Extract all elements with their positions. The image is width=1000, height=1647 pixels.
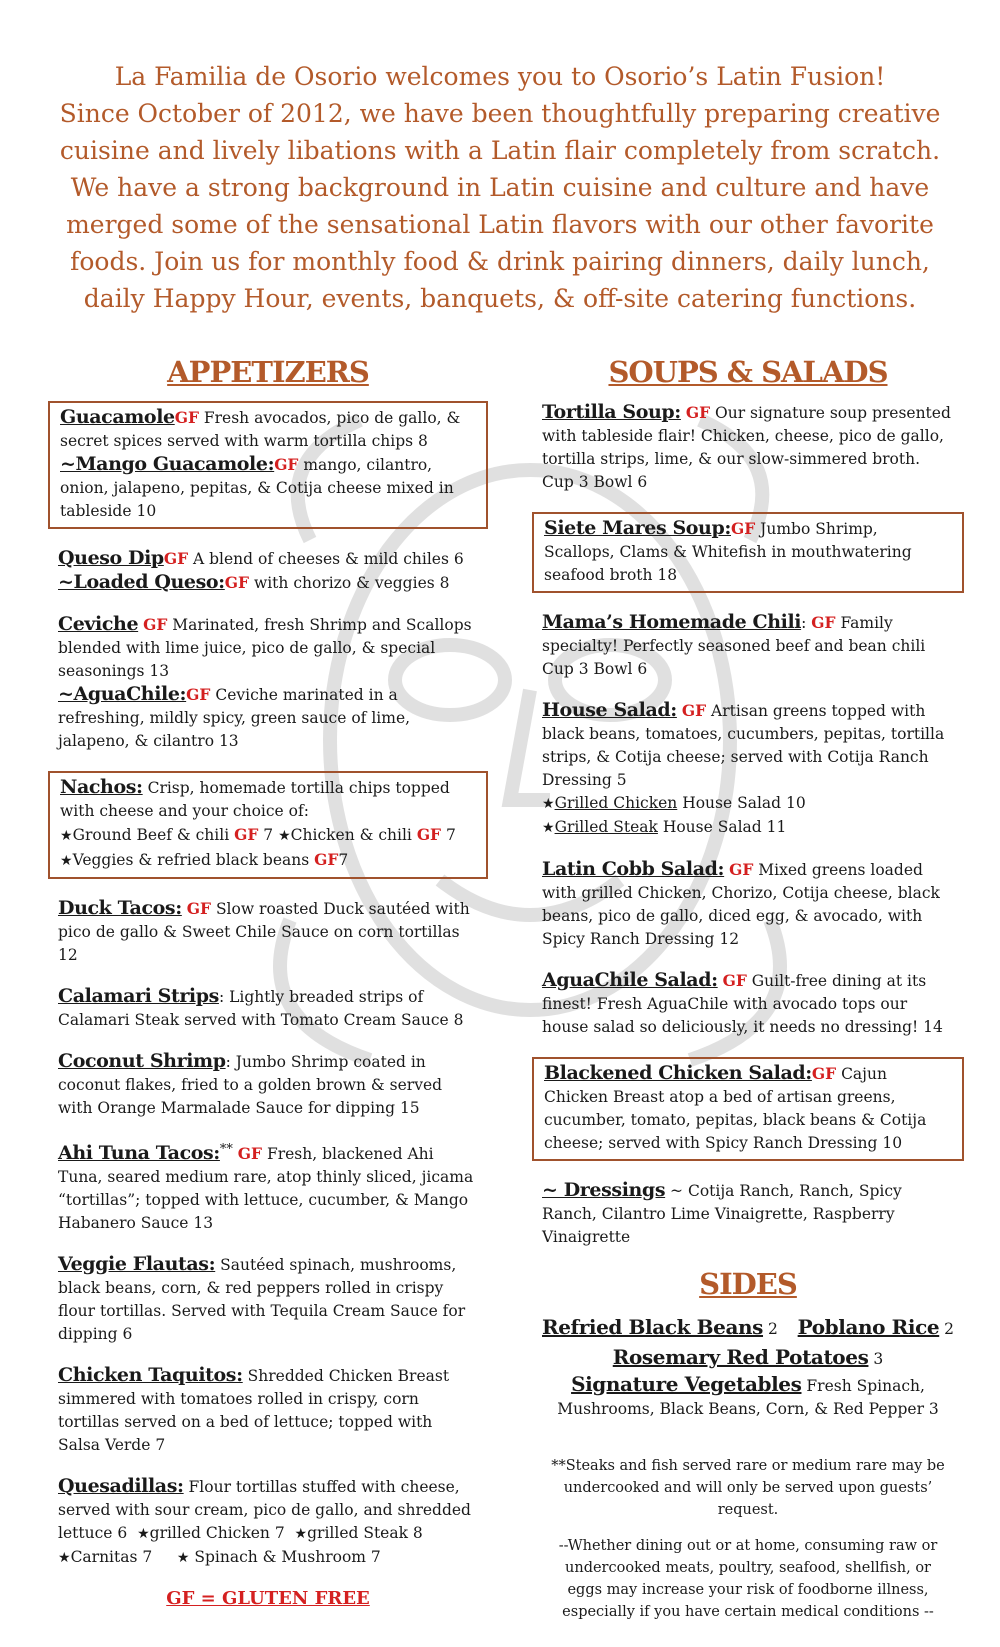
item-name: Guacamole (60, 406, 175, 428)
star-icon: ★ (278, 828, 291, 844)
item-name: Ahi Tuna Tacos: (58, 1142, 220, 1165)
menu-item-coconut-shrimp (48, 1050, 488, 1120)
disclaimer-notes (532, 1455, 964, 1623)
gf-badge: GF (730, 519, 756, 538)
item-description: with chorizo & veggies 8 (249, 574, 450, 592)
option-label: House Salad 11 (657, 818, 787, 836)
gf-badge: GF (811, 1064, 837, 1083)
intro-line: foods. Join us for monthly food & drink pairing dinners, daily lunch, (70, 247, 930, 276)
item-description: Flour tortillas stuffed with cheese, served with sour cream, pico de gallo, and shredded lettuce 6 (58, 1478, 471, 1543)
menu-item-nachos (48, 771, 488, 879)
gf-badge: GF (314, 850, 339, 869)
item-name: ~AguaChile: (58, 683, 187, 705)
side-signature-vegetables (542, 1373, 954, 1421)
item-description: Crisp, homemade tortilla chips topped with cheese and your choice of: (60, 779, 450, 820)
intro-line: We have a strong background in Latin cuisine and culture and have (70, 173, 930, 202)
option-label: House Salad 10 (677, 794, 806, 812)
star-icon: ★ (58, 1550, 71, 1567)
gf-badge: GF (274, 455, 299, 474)
gf-badge: GF (237, 1144, 263, 1164)
item-name: Veggie Flautas: (58, 1253, 216, 1276)
item-description: Mixed greens loaded with grilled Chicken, Chorizo, Cotija cheese, black beans, pico de gallo, diced egg, & avocado, with Spicy Ranch Dressing 12 (542, 861, 940, 948)
option-label: Spinach & Mushroom 7 (194, 1548, 381, 1567)
menu-item-tortilla-soup (532, 401, 964, 494)
option-label: Grilled Chicken (554, 794, 678, 812)
item-description: Marinated, fresh Shrimp and Scallops blended with lime juice, pico de gallo, & special seasonings 13 (58, 616, 472, 680)
item-name: AguaChile Salad: (542, 969, 718, 991)
item-name: Calamari Strips (58, 985, 219, 1007)
option-label: Carnitas 7 (70, 1548, 153, 1567)
side-refried-beans (542, 1313, 778, 1343)
item-description: Guilt-free dining at its finest! Fresh AguaChile with avocado tops our house salad so deliciously, it needs no dressing! 14 (542, 972, 943, 1036)
intro-line: Since October of 2012, we have been thoughtfully preparing creative (59, 99, 941, 128)
menu-item-aguachile-salad (532, 969, 964, 1039)
menu-item-siete-mares-soup (532, 512, 964, 593)
menu-item-house-salad (532, 699, 964, 840)
item-name: House Salad: (542, 699, 677, 721)
option-label: Grilled Steak (554, 818, 658, 836)
appetizers-heading: APPETIZERS (167, 355, 369, 389)
gluten-free-legend: GF = GLUTEN FREE (166, 1588, 370, 1610)
option-label: Veggies & refried black beans (72, 851, 310, 869)
gf-badge: GF (729, 860, 754, 879)
gf-badge: GF (416, 825, 442, 844)
intro-line: merged some of the sensational Latin flavors with our other favorite (66, 210, 934, 239)
item-description: : Jumbo Shrimp coated in coconut flakes, fried to a golden brown & served with Orange Marmalade Sauce for dipping 15 (58, 1053, 443, 1117)
option-label: Chicken & chili (290, 826, 412, 844)
item-description: Slow roasted Duck sautéed with pico de gallo & Sweet Chile Sauce on corn tortillas 12 (58, 900, 470, 964)
menu-item-quesadillas (48, 1475, 488, 1570)
menu-item-duck-tacos (48, 897, 488, 967)
intro-line: cuisine and lively libations with a Latin flair completely from scratch. (59, 136, 941, 165)
item-name: Ceviche (58, 613, 139, 635)
star-icon: ★ (542, 796, 555, 812)
gf-badge: GF (186, 685, 211, 704)
gf-badge: GF (811, 613, 836, 632)
item-description: Ceviche marinated in a refreshing, mildly spicy, green sauce of lime, jalapeno, & cilantro 13 (58, 686, 411, 750)
item-description: : Lightly breaded strips of Calamari Steak served with Tomato Cream Sauce 8 (58, 988, 464, 1029)
menu-item-homemade-chili: Mama’s Homemade Chili: GF Family specialty! Perfectly seasoned beef and bean chili Cup 3 Bowl 6 (542, 611, 926, 678)
intro-paragraph (40, 58, 960, 317)
option-label: grilled Chicken 7 (149, 1524, 285, 1543)
appetizers-column (48, 355, 488, 1609)
menu-item-calamari (48, 985, 488, 1032)
menu-item-ceviche (48, 613, 488, 753)
gf-badge: GF (685, 403, 711, 422)
item-name: Latin Cobb Salad: (542, 858, 725, 880)
item-description: mango, cilantro, onion, jalapeno, pepitas, & Cotija cheese mixed in tableside 10 (60, 456, 454, 520)
star-icon: ★ (294, 1526, 308, 1543)
side-rosemary-potatoes (542, 1343, 954, 1373)
item-name: Tortilla Soup: (542, 401, 681, 423)
option-price: 7 (441, 826, 456, 844)
raw-food-note: **Steaks and fish served rare or medium rare may be undercooked and will only be served upon guests’ request. (551, 1458, 945, 1518)
side-name: Signature Vegetables (571, 1372, 802, 1396)
intro-line: daily Happy Hour, events, banquets, & off-site catering functions. (83, 284, 917, 313)
item-description: Our signature soup presented with tableside flair! Chicken, cheese, pico de gallo, tortilla strips, lime, & our slow-simmered broth. Cup 3 Bowl 6 (542, 404, 951, 491)
gf-badge: GF (163, 549, 189, 568)
gf-badge: GF (174, 408, 199, 427)
side-name: Refried Black Beans (542, 1315, 764, 1339)
item-description: Shredded Chicken Breast simmered with tomatoes rolled in crispy, corn tortillas served on a bed of lettuce; topped with Salsa Verde 7 (58, 1367, 450, 1455)
item-name: Mama’s Homemade Chili (542, 611, 802, 633)
item-name: ~Loaded Queso: (58, 571, 225, 593)
side-poblano-rice (798, 1313, 954, 1343)
side-price: 3 (868, 1350, 884, 1368)
star-icon: ★ (60, 853, 73, 869)
option-price: 7 (338, 851, 349, 869)
soups-salads-heading: SOUPS & SALADS (608, 355, 888, 389)
item-description: Fresh avocados, pico de gallo, & secret spices served with warm tortilla chips 8 (60, 409, 461, 450)
sides-heading: SIDES (699, 1267, 797, 1301)
item-description: Cajun Chicken Breast atop a bed of artisan greens, cucumber, tomato, pepitas, black beans & Cotija cheese; served with Spicy Ranch Dressing 10 (544, 1065, 927, 1152)
star-icon: ★ (60, 828, 73, 844)
item-description: Artisan greens topped with black beans, tomatoes, cucumbers, pepitas, tortilla strips, & Cotija cheese; served with Cotija Ranch Dressing 5 (542, 702, 945, 789)
menu-item-guacamole (48, 401, 488, 529)
side-name: Rosemary Red Potatoes (612, 1345, 869, 1369)
soups-salads-column (532, 355, 964, 1637)
menu-item-ahi-tuna-tacos (48, 1138, 488, 1235)
foodborne-illness-warning: --Whether dining out or at home, consuming raw or undercooked meats, poultry, seafood, shellfish, or eggs may increase your risk of foodborne illness, especially if you have certain medical conditions -- (558, 1538, 938, 1620)
item-description: Fresh, blackened Ahi Tuna, seared medium rare, atop thinly sliced, jicama “tortillas”; topped with lettuce, cucumber, & Mango Habanero Sauce 13 (58, 1145, 474, 1233)
star-icon: ★ (176, 1550, 190, 1567)
gf-badge: GF (681, 701, 707, 720)
side-price: 2 (763, 1320, 778, 1338)
menu-item-blackened-chicken-salad (532, 1057, 964, 1161)
item-description: ~ Cotija Ranch, Ranch, Spicy Ranch, Cilantro Lime Vinaigrette, Raspberry Vinaigrette (542, 1182, 902, 1246)
menu-item-queso (48, 547, 488, 595)
item-description: Family specialty! Perfectly seasoned beef and bean chili Cup 3 Bowl 6 (542, 614, 926, 678)
gf-badge: GF (722, 971, 747, 990)
side-name: Poblano Rice (797, 1315, 940, 1339)
item-name: Quesadillas: (58, 1475, 184, 1498)
item-name: Queso Dip (58, 547, 164, 569)
item-description: Sautéed spinach, mushrooms, black beans, corn, & red peppers rolled in crispy flour tortillas. Served with Tequila Cream Sauce for dipping 6 (58, 1256, 466, 1344)
item-name: Chicken Taquitos: (58, 1364, 243, 1387)
side-description: Fresh Spinach, Mushrooms, Black Beans, Corn, & Red Pepper 3 (557, 1377, 939, 1418)
item-description: A blend of cheeses & mild chiles 6 (188, 550, 464, 568)
item-name: ~ Dressings (542, 1179, 666, 1201)
sides-list (532, 1313, 964, 1421)
item-name: Duck Tacos: (58, 897, 182, 919)
item-name: Siete Mares Soup: (544, 517, 731, 539)
star-icon: ★ (137, 1526, 150, 1543)
gf-badge: GF (143, 615, 168, 634)
intro-line: La Familia de Osorio welcomes you to Osorio’s Latin Fusion! (114, 62, 886, 91)
gf-badge: GF (234, 825, 259, 844)
menu-item-chicken-taquitos (48, 1364, 488, 1457)
star-icon: ★ (542, 820, 555, 836)
menu-item-latin-cobb-salad (532, 858, 964, 951)
item-name: Coconut Shrimp (58, 1050, 226, 1072)
gf-badge: GF (186, 899, 212, 918)
item-name: Blackened Chicken Salad: (544, 1062, 812, 1084)
gf-badge: GF (224, 573, 250, 592)
dressings-list (532, 1179, 964, 1249)
side-price: 2 (939, 1320, 954, 1338)
raw-warning-mark: ** (219, 1142, 233, 1157)
item-description: Jumbo Shrimp, Scallops, Clams & Whitefish in mouthwatering seafood broth 18 (544, 520, 912, 584)
option-label: Ground Beef & chili (72, 826, 230, 844)
item-name: ~Mango Guacamole: (60, 453, 275, 475)
option-price: 7 (258, 826, 274, 844)
menu-item-veggie-flautas (48, 1253, 488, 1346)
option-label: grilled Steak 8 (307, 1524, 423, 1543)
item-name: Nachos: (60, 776, 143, 798)
